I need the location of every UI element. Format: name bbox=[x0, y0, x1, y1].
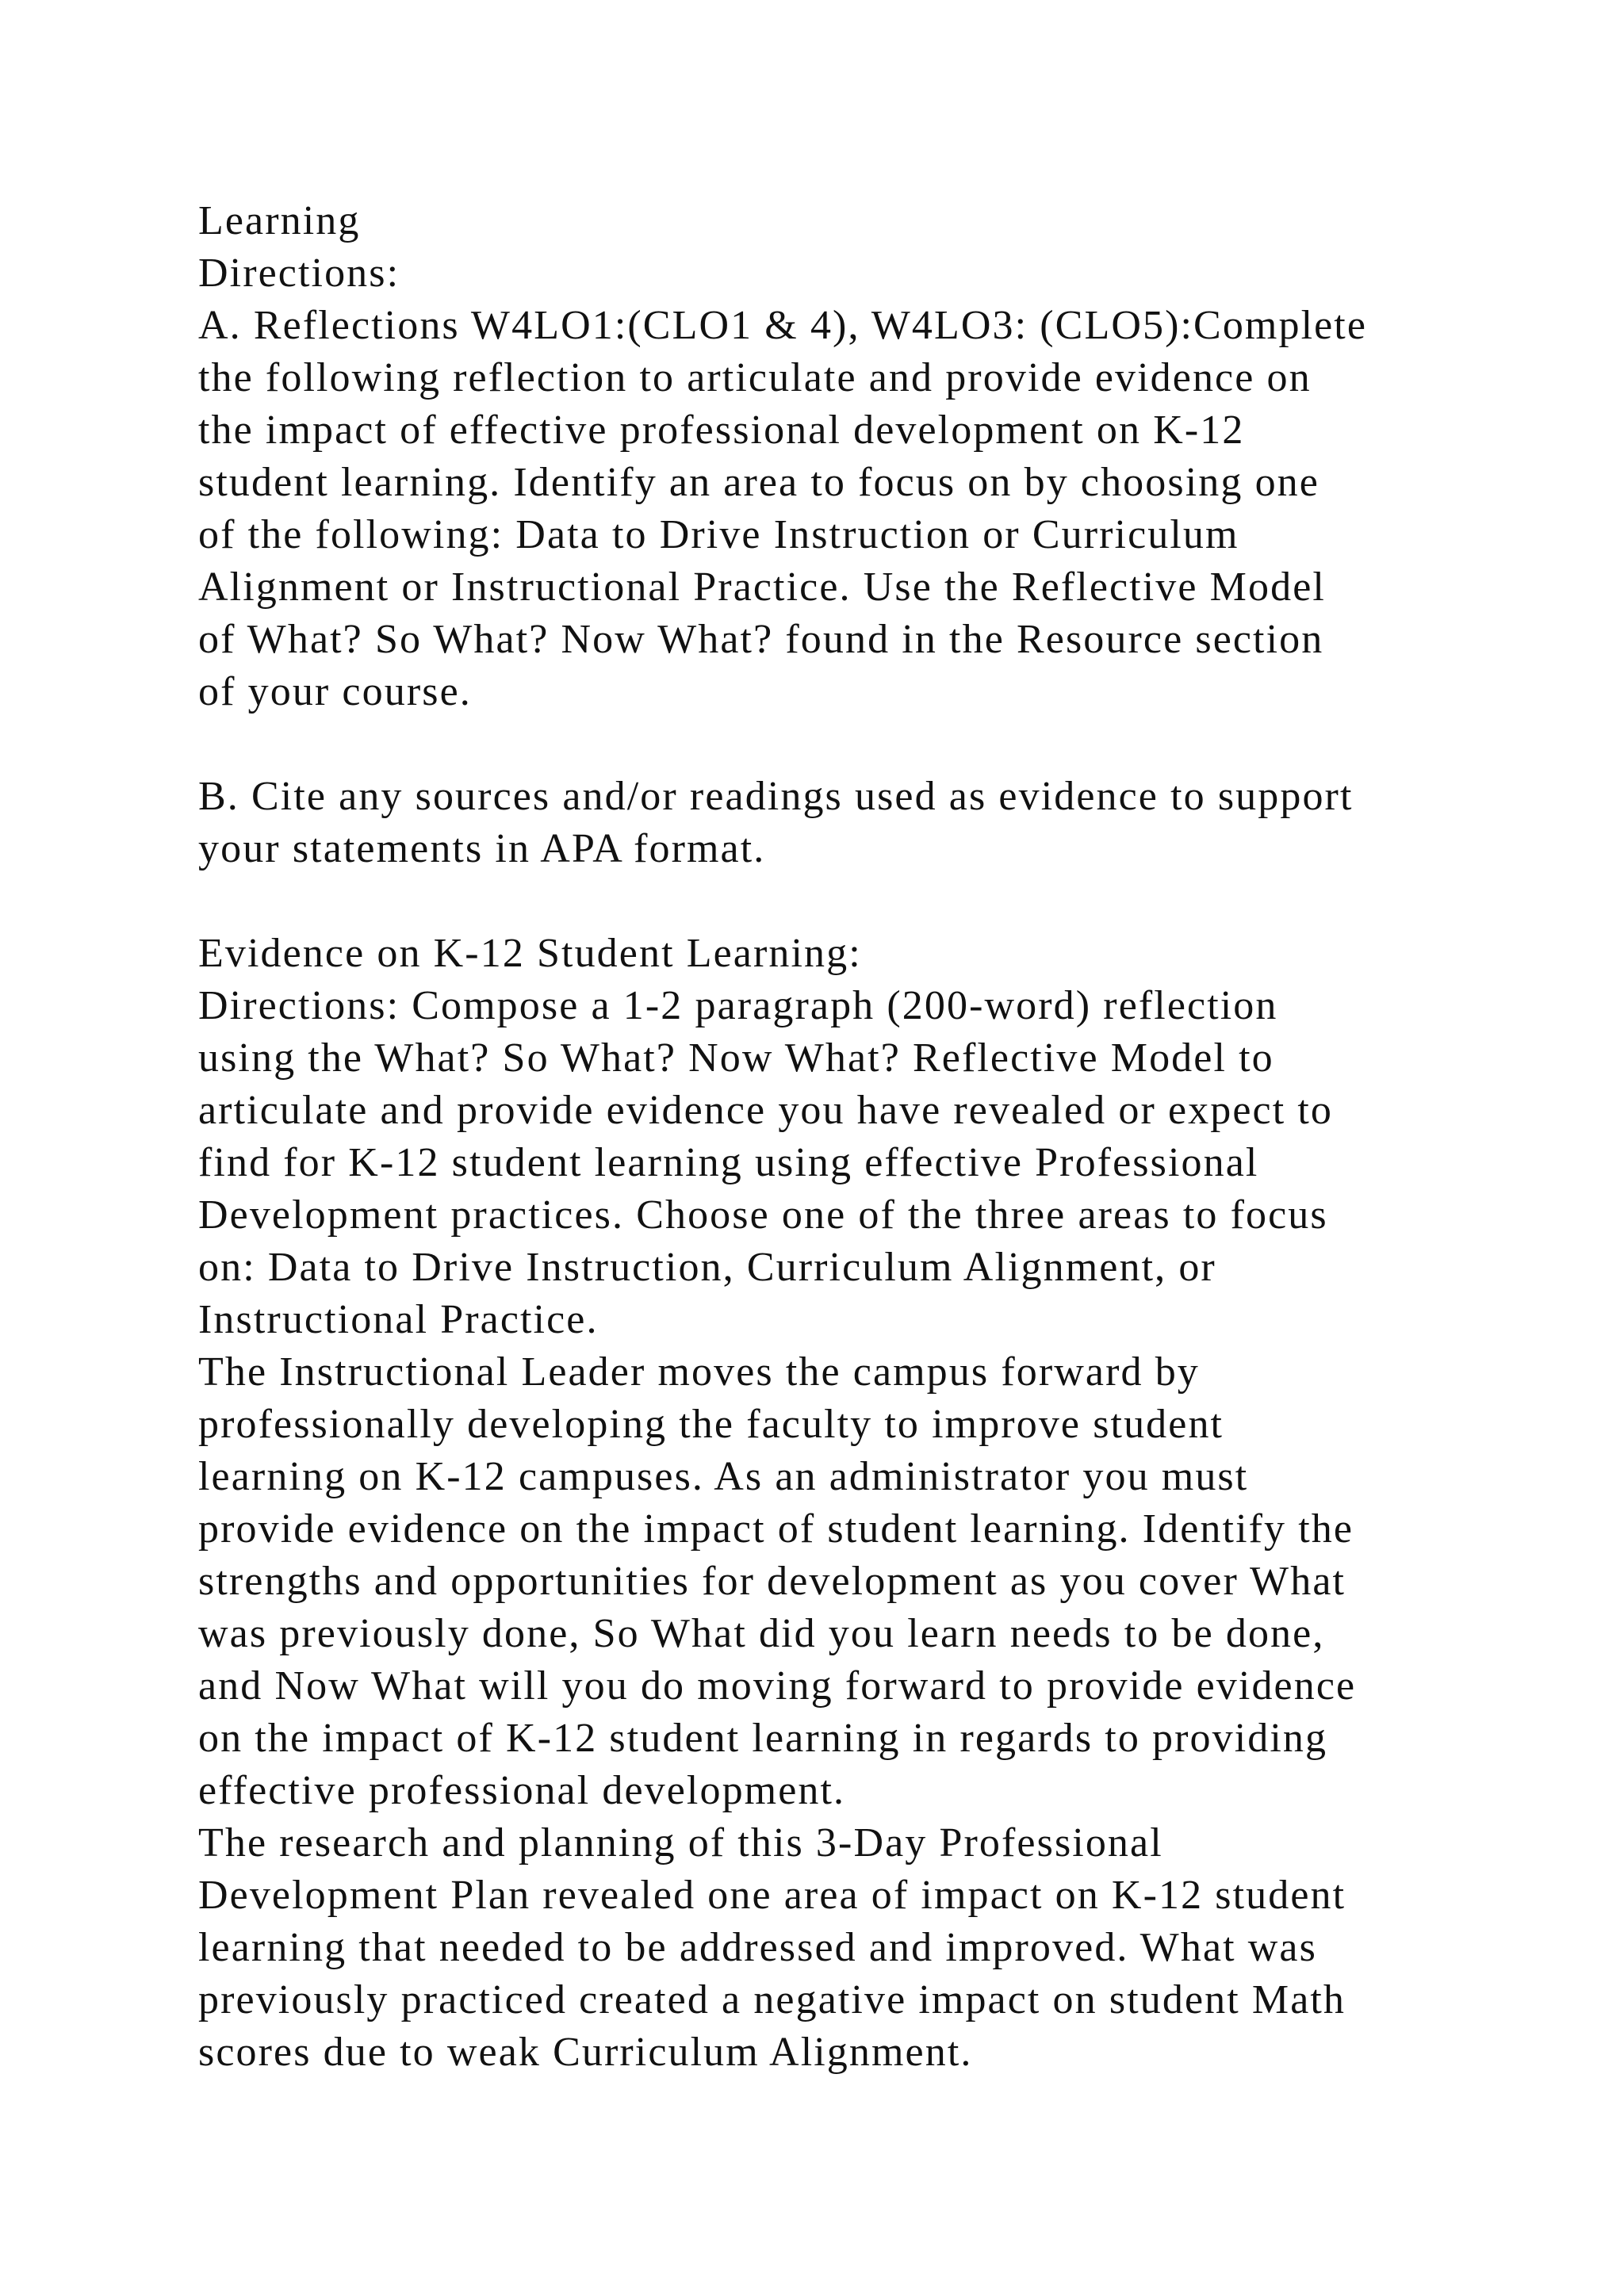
doc-line: The research and planning of this 3-Day Professional bbox=[198, 1820, 1163, 1866]
doc-line: on: Data to Drive Instruction, Curriculum Alignment, or bbox=[198, 1245, 1216, 1290]
doc-line: Learning bbox=[198, 198, 361, 243]
doc-line: your statements in APA format. bbox=[198, 826, 766, 871]
doc-line: A. Reflections W4LO1:(CLO1 & 4), W4LO3: (CLO5):Complete bbox=[198, 303, 1368, 348]
doc-line: Evidence on K-12 Student Learning: bbox=[198, 931, 862, 976]
doc-line: learning that needed to be addressed and improved. What was bbox=[198, 1925, 1317, 1970]
doc-line: Instructional Practice. bbox=[198, 1297, 599, 1342]
doc-line: student learning. Identify an area to focus on by choosing one bbox=[198, 460, 1320, 505]
doc-line: the following reflection to articulate and provide evidence on bbox=[198, 355, 1312, 400]
doc-line: Alignment or Instructional Practice. Use the Reflective Model bbox=[198, 564, 1326, 610]
doc-line: Directions: Compose a 1-2 paragraph (200-word) reflection bbox=[198, 983, 1278, 1028]
doc-line: Directions: bbox=[198, 251, 400, 296]
doc-line: learning on K-12 campuses. As an administrator you must bbox=[198, 1454, 1249, 1499]
blank-line bbox=[198, 718, 1483, 771]
doc-line: professionally developing the faculty to improve student bbox=[198, 1402, 1224, 1447]
doc-line: The Instructional Leader moves the campus forward by bbox=[198, 1349, 1200, 1395]
blank-line bbox=[198, 875, 1483, 928]
doc-line: strengths and opportunities for development as you cover What bbox=[198, 1559, 1346, 1604]
doc-line: Development Plan revealed one area of impact on K-12 student bbox=[198, 1873, 1346, 1918]
doc-line: articulate and provide evidence you have revealed or expect to bbox=[198, 1088, 1334, 1133]
doc-line: scores due to weak Curriculum Alignment. bbox=[198, 2030, 973, 2075]
doc-line: of the following: Data to Drive Instruction or Curriculum bbox=[198, 512, 1239, 557]
doc-line: the impact of effective professional development on K-12 bbox=[198, 408, 1245, 453]
doc-line: of What? So What? Now What? found in the Resource section bbox=[198, 617, 1324, 662]
doc-line: Development practices. Choose one of the three areas to focus bbox=[198, 1192, 1328, 1238]
document-body bbox=[198, 195, 1483, 2079]
doc-line: of your course. bbox=[198, 669, 472, 714]
doc-line: and Now What will you do moving forward to provide evidence bbox=[198, 1663, 1357, 1709]
doc-line: find for K-12 student learning using effective Professional bbox=[198, 1140, 1259, 1185]
doc-line: effective professional development. bbox=[198, 1768, 846, 1813]
doc-line: using the What? So What? Now What? Reflective Model to bbox=[198, 1035, 1274, 1081]
doc-line: on the impact of K-12 student learning in regards to providing bbox=[198, 1716, 1328, 1761]
doc-line: B. Cite any sources and/or readings used as evidence to support bbox=[198, 774, 1354, 819]
doc-line: was previously done, So What did you learn needs to be done, bbox=[198, 1611, 1325, 1656]
doc-line: previously practiced created a negative impact on student Math bbox=[198, 1977, 1346, 2022]
doc-line: provide evidence on the impact of student learning. Identify the bbox=[198, 1506, 1354, 1552]
